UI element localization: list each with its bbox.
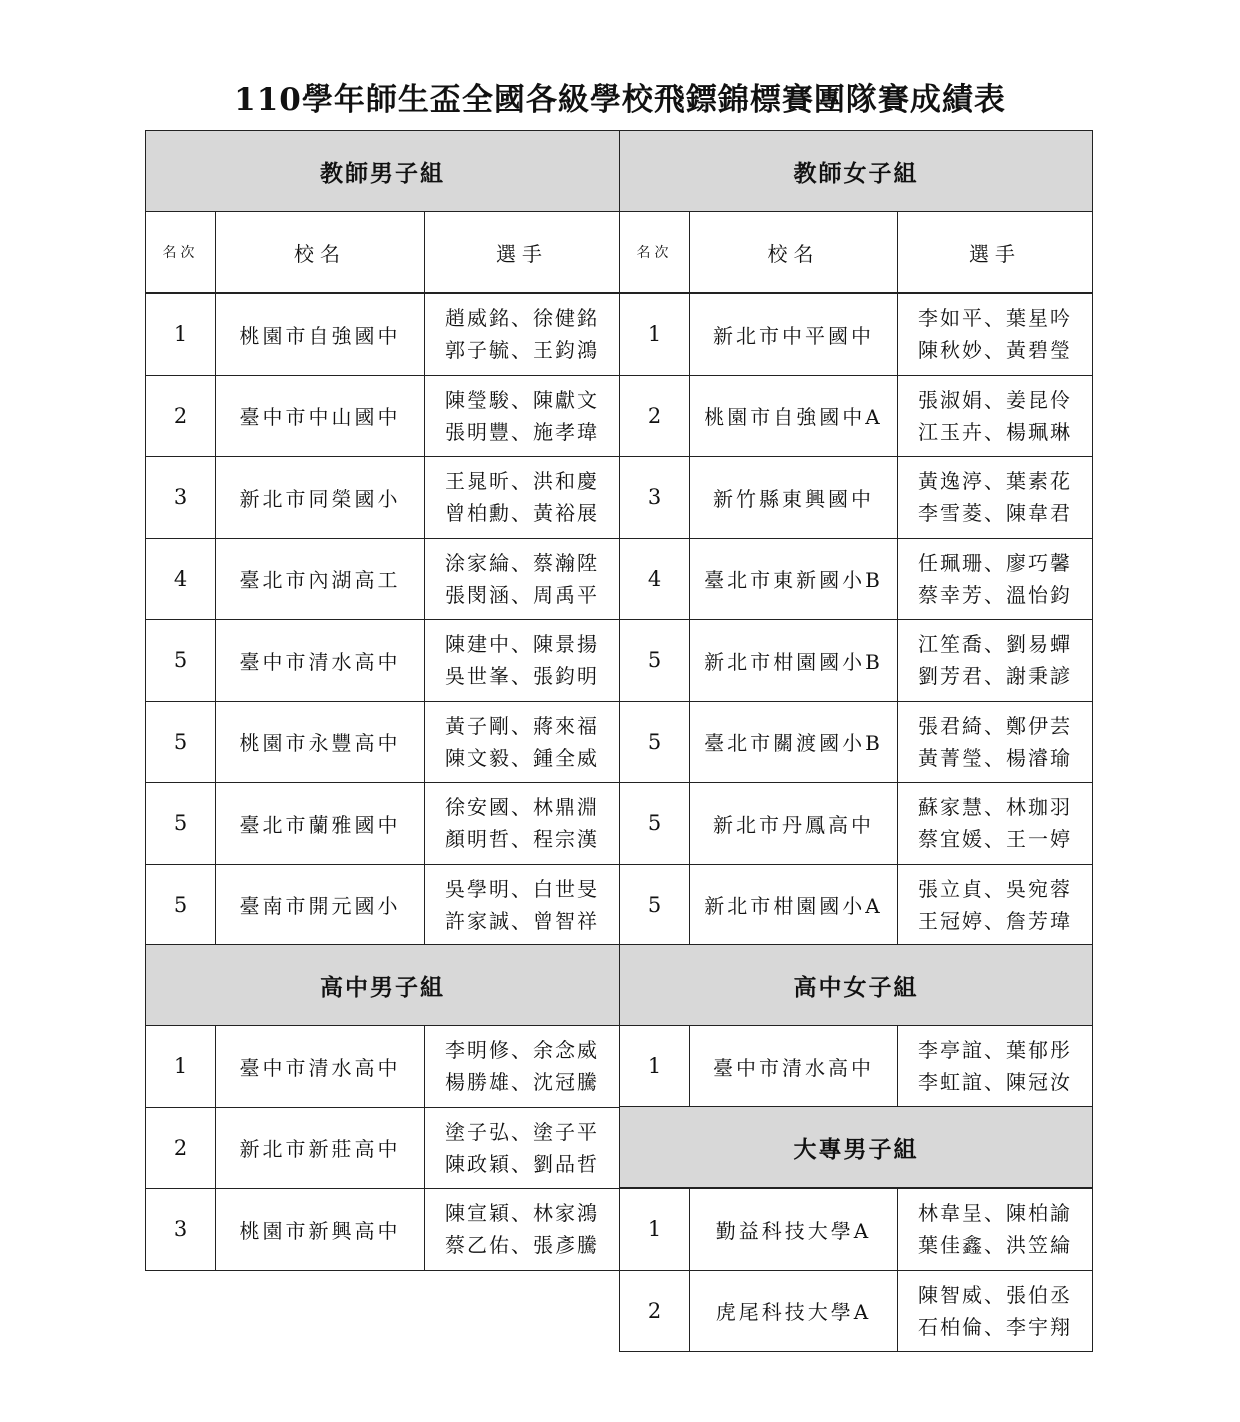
rank-cell: 5 bbox=[145, 619, 216, 702]
rank-cell: 2 bbox=[619, 375, 690, 458]
school-cell: 新北市柑園國小B bbox=[689, 619, 898, 702]
rank-cell: 3 bbox=[619, 456, 690, 539]
player-line: 劉芳君、謝秉諺 bbox=[918, 664, 1072, 689]
school-cell: 新北市柑園國小A bbox=[689, 864, 898, 947]
rank-cell: 5 bbox=[145, 782, 216, 865]
section-header: 教師男子組 bbox=[145, 130, 620, 212]
rank-cell: 2 bbox=[145, 375, 216, 458]
column-header-school: 校名 bbox=[689, 211, 898, 293]
school-cell: 新北市丹鳳高中 bbox=[689, 782, 898, 865]
section-header: 高中男子組 bbox=[145, 944, 620, 1026]
school-cell: 新北市新莊高中 bbox=[215, 1107, 425, 1190]
players-cell bbox=[424, 864, 620, 947]
player-line: 陳秋妙、黃碧瑩 bbox=[918, 338, 1072, 363]
players-cell bbox=[897, 293, 1093, 376]
player-line: 楊勝雄、沈冠騰 bbox=[445, 1070, 599, 1095]
player-line: 陳智威、張伯丞 bbox=[918, 1282, 1072, 1307]
players-cell bbox=[424, 456, 620, 539]
school-cell: 臺北市關渡國小B bbox=[689, 701, 898, 784]
rank-cell: 5 bbox=[145, 701, 216, 784]
player-line: 江笙喬、劉易蟬 bbox=[918, 632, 1072, 657]
player-line: 李明修、余念威 bbox=[445, 1038, 599, 1063]
players-cell bbox=[424, 375, 620, 458]
player-line: 李如平、葉星吟 bbox=[918, 306, 1072, 331]
player-line: 曾柏勳、黃裕展 bbox=[445, 501, 599, 526]
player-line: 陳政穎、劉品哲 bbox=[445, 1151, 599, 1176]
players-cell bbox=[897, 1025, 1093, 1108]
section-header: 教師女子組 bbox=[619, 130, 1093, 212]
players-cell bbox=[424, 782, 620, 865]
column-header-players: 選手 bbox=[424, 211, 620, 293]
player-line: 陳建中、陳景揚 bbox=[445, 632, 599, 657]
player-line: 蔡幸芳、溫怡鈞 bbox=[918, 582, 1072, 607]
school-cell: 桃園市自強國中A bbox=[689, 375, 898, 458]
players-cell bbox=[424, 619, 620, 702]
player-line: 蔡乙佑、張彥騰 bbox=[445, 1233, 599, 1258]
player-line: 黃子剛、蔣來福 bbox=[445, 713, 599, 738]
players-cell bbox=[897, 782, 1093, 865]
player-line: 張君綺、鄭伊芸 bbox=[918, 713, 1072, 738]
rank-cell: 3 bbox=[145, 1188, 216, 1271]
rank-cell: 5 bbox=[145, 864, 216, 947]
section-header: 高中女子組 bbox=[619, 944, 1093, 1026]
school-cell: 臺北市內湖高工 bbox=[215, 538, 425, 621]
rank-cell: 2 bbox=[619, 1270, 690, 1353]
player-line: 涂家綸、蔡瀚陞 bbox=[445, 550, 599, 575]
players-cell bbox=[424, 538, 620, 621]
player-line: 江玉卉、楊珮琳 bbox=[918, 419, 1072, 444]
school-cell: 桃園市自強國中 bbox=[215, 293, 425, 376]
player-line: 吳學明、白世旻 bbox=[445, 876, 599, 901]
player-line: 徐安國、林鼎淵 bbox=[445, 795, 599, 820]
rank-cell: 1 bbox=[619, 1188, 690, 1271]
players-cell bbox=[424, 1188, 620, 1271]
school-cell: 桃園市永豐高中 bbox=[215, 701, 425, 784]
players-cell bbox=[897, 456, 1093, 539]
school-cell: 臺北市蘭雅國中 bbox=[215, 782, 425, 865]
rank-cell: 1 bbox=[619, 1025, 690, 1108]
player-line: 蘇家慧、林珈羽 bbox=[918, 795, 1072, 820]
rank-cell: 3 bbox=[145, 456, 216, 539]
school-cell: 虎尾科技大學A bbox=[689, 1270, 898, 1353]
player-line: 李虹誼、陳冠汝 bbox=[918, 1070, 1072, 1095]
player-line: 王冠婷、詹芳瑋 bbox=[918, 908, 1072, 933]
school-cell: 勤益科技大學A bbox=[689, 1188, 898, 1271]
player-line: 張淑娟、姜昆伶 bbox=[918, 387, 1072, 412]
players-cell bbox=[897, 1188, 1093, 1271]
rank-cell: 5 bbox=[619, 864, 690, 947]
player-line: 顏明哲、程宗漢 bbox=[445, 827, 599, 852]
school-cell: 新竹縣東興國中 bbox=[689, 456, 898, 539]
player-line: 李雪菱、陳韋君 bbox=[918, 501, 1072, 526]
school-cell: 臺中市清水高中 bbox=[689, 1025, 898, 1108]
school-cell: 新北市同榮國小 bbox=[215, 456, 425, 539]
school-cell: 臺中市清水高中 bbox=[215, 1025, 425, 1108]
rank-cell: 4 bbox=[145, 538, 216, 621]
school-cell: 臺北市東新國小B bbox=[689, 538, 898, 621]
rank-cell: 5 bbox=[619, 619, 690, 702]
player-line: 郭子毓、王鈞鴻 bbox=[445, 338, 599, 363]
page-title: 110學年師生盃全國各級學校飛鏢錦標賽團隊賽成績表 bbox=[234, 82, 1006, 118]
school-cell: 臺南市開元國小 bbox=[215, 864, 425, 947]
player-line: 黃菁瑩、楊濬瑜 bbox=[918, 745, 1072, 770]
school-cell: 臺中市清水高中 bbox=[215, 619, 425, 702]
school-cell: 臺中市中山國中 bbox=[215, 375, 425, 458]
player-line: 趙威銘、徐健銘 bbox=[445, 306, 599, 331]
player-line: 陳瑩駿、陳獻文 bbox=[445, 387, 599, 412]
player-line: 張閔涵、周禹平 bbox=[445, 582, 599, 607]
column-header-school: 校名 bbox=[215, 211, 425, 293]
player-line: 蔡宜媛、王一婷 bbox=[918, 827, 1072, 852]
player-line: 任珮珊、廖巧馨 bbox=[918, 550, 1072, 575]
rank-cell: 4 bbox=[619, 538, 690, 621]
player-line: 陳文毅、鍾全威 bbox=[445, 745, 599, 770]
players-cell bbox=[424, 1107, 620, 1190]
players-cell bbox=[897, 701, 1093, 784]
section-header: 大專男子組 bbox=[619, 1106, 1093, 1188]
players-cell bbox=[897, 1270, 1093, 1353]
school-cell: 桃園市新興高中 bbox=[215, 1188, 425, 1271]
column-header-players: 選手 bbox=[897, 211, 1093, 293]
rank-cell: 2 bbox=[145, 1107, 216, 1190]
players-cell bbox=[424, 293, 620, 376]
player-line: 王晁昕、洪和慶 bbox=[445, 469, 599, 494]
players-cell bbox=[424, 701, 620, 784]
player-line: 張明豐、施孝瑋 bbox=[445, 419, 599, 444]
rank-cell: 1 bbox=[145, 1025, 216, 1108]
rank-cell: 5 bbox=[619, 701, 690, 784]
players-cell bbox=[897, 864, 1093, 947]
column-header-rank: 名次 bbox=[145, 211, 216, 293]
player-line: 林韋呈、陳柏諭 bbox=[918, 1201, 1072, 1226]
players-cell bbox=[897, 375, 1093, 458]
player-line: 張立貞、吳宛蓉 bbox=[918, 876, 1072, 901]
rank-cell: 1 bbox=[145, 293, 216, 376]
player-line: 許家誠、曾智祥 bbox=[445, 908, 599, 933]
player-line: 陳宣穎、林家鴻 bbox=[445, 1201, 599, 1226]
player-line: 吳世峯、張鈞明 bbox=[445, 664, 599, 689]
player-line: 石柏倫、李宇翔 bbox=[918, 1314, 1072, 1339]
player-line: 塗子弘、塗子平 bbox=[445, 1119, 599, 1144]
players-cell bbox=[897, 619, 1093, 702]
player-line: 黃逸渟、葉素花 bbox=[918, 469, 1072, 494]
column-header-rank: 名次 bbox=[619, 211, 690, 293]
player-line: 葉佳鑫、洪笠綸 bbox=[918, 1233, 1072, 1258]
rank-cell: 5 bbox=[619, 782, 690, 865]
player-line: 李亭誼、葉郁彤 bbox=[918, 1038, 1072, 1063]
rank-cell: 1 bbox=[619, 293, 690, 376]
players-cell bbox=[424, 1025, 620, 1108]
school-cell: 新北市中平國中 bbox=[689, 293, 898, 376]
players-cell bbox=[897, 538, 1093, 621]
